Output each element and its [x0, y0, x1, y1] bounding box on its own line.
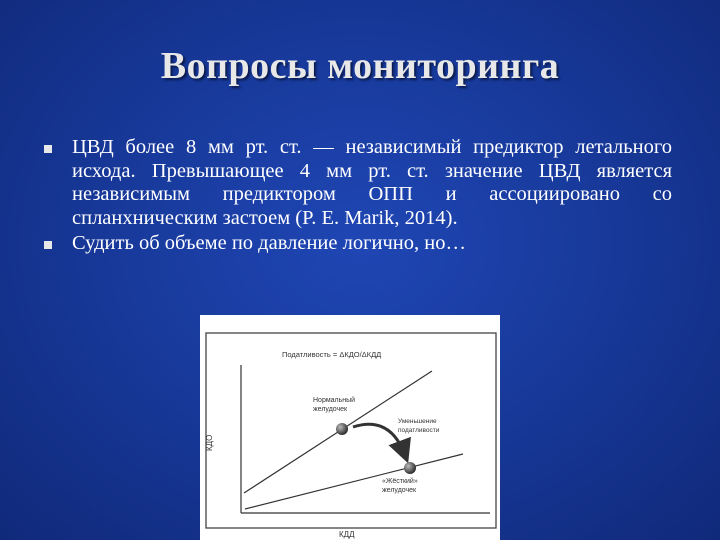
bullet-text: Судить об объеме по давление логично, но…	[72, 232, 466, 254]
slide-title: Вопросы мониторинга	[160, 45, 560, 87]
figure-frame	[206, 333, 496, 528]
stiff-ventricle-point	[404, 462, 416, 474]
stiff-label-line2: желудочек	[382, 487, 417, 494]
arrow-label-line2: податливости	[398, 427, 440, 434]
normal-label-line1: Нормальный	[313, 397, 356, 404]
bullet-text: ЦВД более 8 мм рт. ст. — независимый предиктор летального исхода. Превышающее 4 мм рт. ст. значение ЦВД является независимым предиктором ОПП и ассоциировано со спланхническим застоем (P. E. Marik, 2014).	[72, 136, 672, 229]
arrow-label-line1: Уменьшение	[398, 418, 437, 425]
normal-ventricle-point	[336, 423, 348, 435]
square-bullet-icon	[44, 145, 52, 153]
compliance-diagram	[200, 315, 500, 540]
normal-label-line2: желудочек	[313, 406, 348, 413]
stiff-compliance-line	[245, 454, 463, 509]
x-axis-label: КДД	[339, 530, 355, 539]
compliance-figure	[200, 315, 500, 540]
compliance-formula: Податливость = ΔКДО/ΔКДД	[282, 350, 382, 359]
y-axis-label: КДО	[205, 434, 214, 451]
bullet-item	[44, 136, 672, 230]
stiff-label-line1: «Жёсткий»	[382, 478, 418, 485]
bullet-item	[44, 232, 672, 256]
bullet-list	[44, 136, 672, 258]
square-bullet-icon	[44, 241, 52, 249]
